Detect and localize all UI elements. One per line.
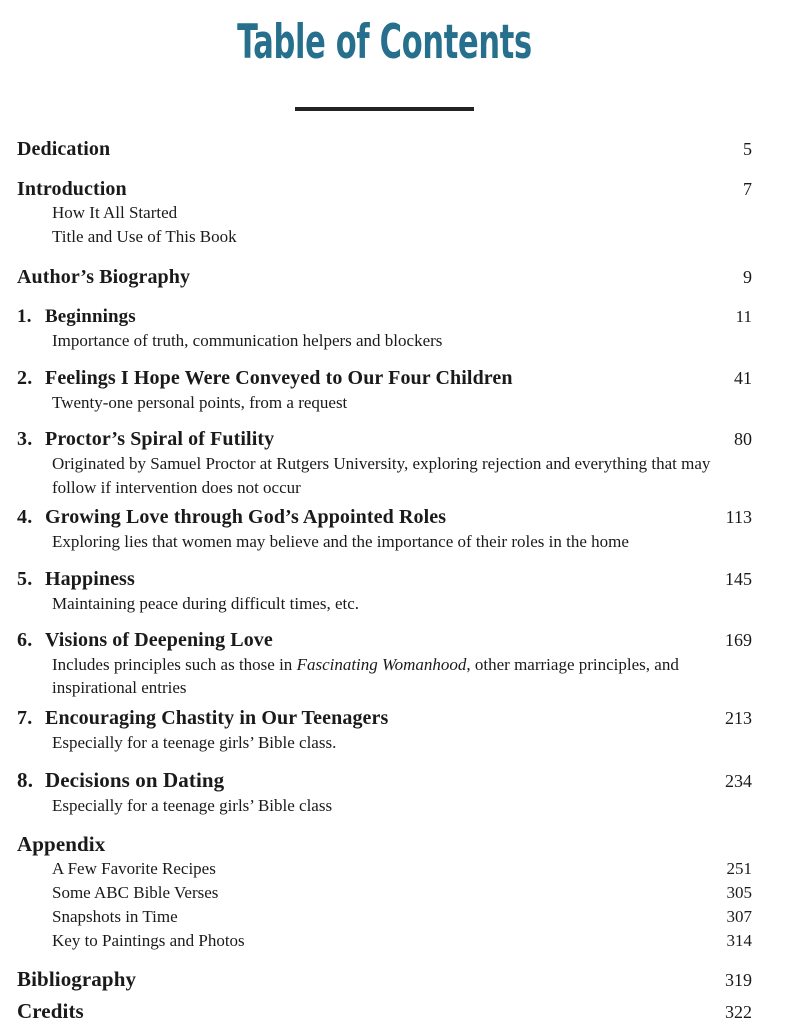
entry-number: 5. [17,567,33,590]
subentry-label: Key to Paintings and Photos [52,931,245,951]
toc-entry-chapter-3[interactable] [17,428,752,499]
entry-label: Author’s Biography [17,266,191,289]
entry-page-number: 11 [735,307,752,327]
entry-page-number: 322 [725,1002,752,1023]
entry-number: 8. [17,768,34,793]
entry-description [17,653,724,700]
spacer [17,499,752,506]
entry-label: Feelings I Hope Were Conveyed to Our Four Children [45,366,513,389]
entry-label: Credits [17,999,84,1024]
entry-page-number: 234 [725,771,752,792]
spacer [17,161,752,178]
entry-label: Bibliography [17,967,137,992]
entry-description: Exploring lies that women may believe and the importance of their roles in the home [52,532,629,552]
spacer [17,953,752,967]
entry-label: Encouraging Chastity in Our Teenagers [45,706,389,729]
subentry-page-number: 251 [726,858,752,878]
entry-number: 4. [17,506,33,529]
toc-entry-chapter-6[interactable] [17,629,752,700]
toc-entry-chapter-4[interactable] [17,506,752,553]
entry-description: Originated by Samuel Proctor at Rutgers University, exploring rejection and everything that may follow if intervention does not occur [52,454,711,497]
toc-subentry[interactable] [17,857,752,881]
spacer [17,992,752,999]
entry-description: Twenty-one personal points, from a request [52,392,348,412]
entry-page-number: 169 [725,629,752,650]
entry-label: Beginnings [45,306,136,328]
toc-subentry[interactable] [17,225,752,249]
entry-label: Appendix [17,831,106,856]
entry-description: Especially for a teenage girls’ Bible class [52,796,333,816]
toc-subentry[interactable] [17,929,752,953]
toc-entry-dedication[interactable] [17,138,752,161]
toc-entry-chapter-1[interactable] [17,306,752,352]
subentry-page-number: 305 [726,882,752,902]
entry-label: Introduction [17,178,127,200]
entry-number: 7. [17,706,33,729]
toc-subentry[interactable] [17,201,752,225]
entry-number: 1. [17,306,32,328]
entry-description: Importance of truth, communication helpers and blockers [52,331,443,351]
entry-page-number: 7 [743,179,752,199]
toc-entry-chapter-8[interactable] [17,768,752,817]
subentry-label: Title and Use of This Book [52,227,237,247]
spacer [17,249,752,266]
subentry-label: A Few Favorite Recipes [52,858,216,878]
entry-description: Especially for a teenage girls’ Bible class. [52,732,337,752]
spacer [17,554,752,568]
subentry-label: Some ABC Bible Verses [52,882,219,902]
entry-page-number: 41 [734,367,752,388]
toc-subentry[interactable] [17,905,752,929]
spacer [17,289,752,306]
entry-page-number: 213 [725,707,752,728]
toc-entry-credits[interactable] [17,999,752,1024]
entry-label: Decisions on Dating [45,768,225,793]
entry-label: Happiness [45,567,135,590]
entry-label: Proctor’s Spiral of Futility [45,428,275,451]
subentry-page-number: 314 [726,931,752,951]
spacer [17,818,752,832]
spacer [17,754,752,768]
page-title: Table of Contents [237,15,532,70]
toc-entry-bibliography[interactable] [17,967,752,992]
entry-page-number: 145 [725,568,752,589]
title-divider [295,107,474,111]
entry-page-number: 113 [725,507,752,528]
spacer [17,353,752,367]
toc-entry-chapter-7[interactable] [17,707,752,754]
entry-number: 6. [17,628,33,651]
entry-number: 2. [17,366,33,389]
toc-entry-chapter-2[interactable] [17,367,752,414]
entry-label: Visions of Deepening Love [45,628,273,651]
description-text-before: Includes principles such as those in [52,654,297,674]
toc-entry-appendix[interactable] [17,832,752,954]
entry-page-number: 5 [743,139,752,159]
description-text-after: , other marriage principles, and inspirational entries [52,654,679,698]
toc-entry-chapter-5[interactable] [17,568,752,615]
entry-label: Growing Love through God’s Appointed Roles [45,506,447,529]
entry-description: Maintaining peace during difficult times, etc. [52,593,360,613]
entry-page-number: 319 [725,970,752,991]
spacer [17,615,752,629]
subentry-label: How It All Started [52,203,178,222]
spacer [17,414,752,428]
entry-page-number: 9 [743,267,752,288]
toc-entry-introduction[interactable] [17,178,752,249]
description-italic-title: Fascinating Womanhood [296,654,467,674]
subentry-page-number: 307 [726,907,752,927]
spacer [17,700,752,707]
toc-subentry[interactable] [17,881,752,905]
entry-label: Dedication [17,138,111,160]
subentry-label: Snapshots in Time [52,907,178,927]
entry-page-number: 80 [734,429,752,450]
masthead [17,0,752,111]
entry-number: 3. [17,428,33,451]
toc-entry-author-biography[interactable] [17,266,752,289]
toc-entry-list [17,138,752,1024]
